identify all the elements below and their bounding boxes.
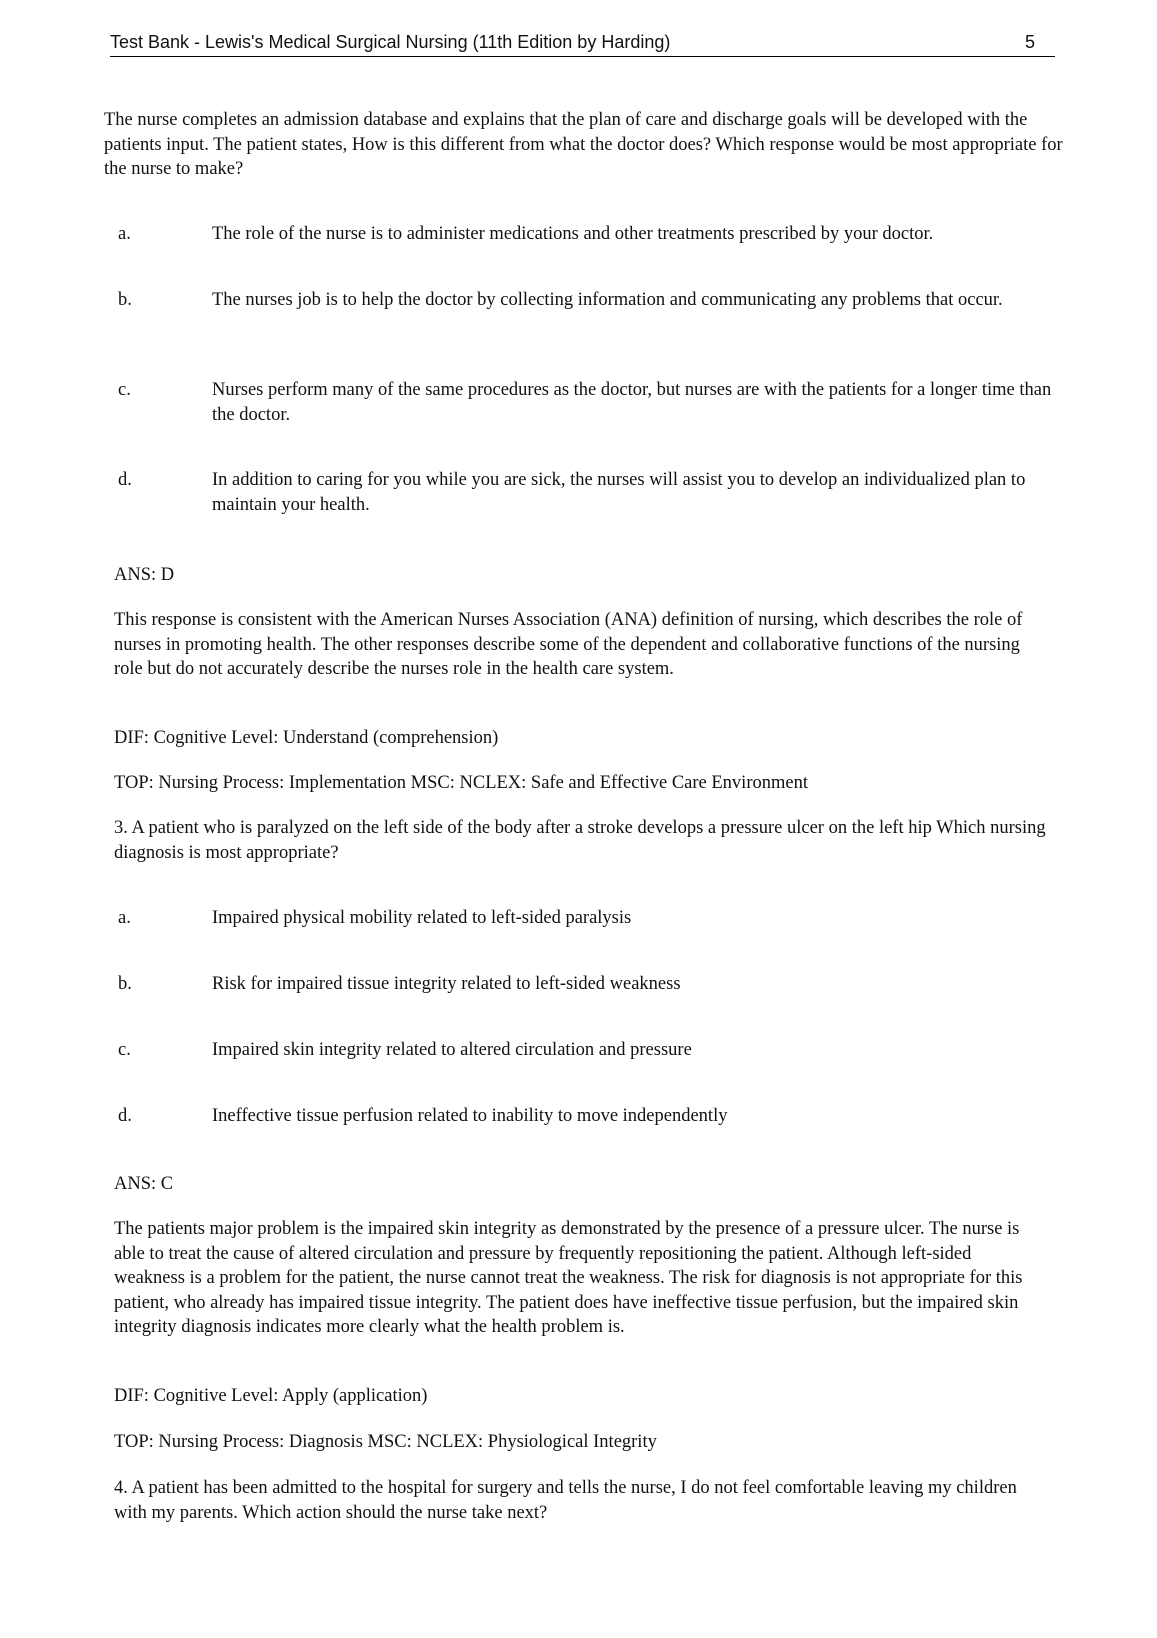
- option-letter: d.: [118, 1106, 132, 1126]
- option-text: In addition to caring for you while you are sick, the nurses will assist you to develop an individualized plan to maintain your health.: [212, 470, 1026, 515]
- option-letter: a.: [118, 224, 131, 244]
- header-title: Test Bank - Lewis's Medical Surgical Nursing (11th Edition by Harding): [110, 32, 671, 52]
- option-text: Ineffective tissue perfusion related to inability to move independently: [212, 1106, 728, 1126]
- option-letter: d.: [118, 470, 132, 490]
- question-stem: 3. A patient who is paralyzed on the left side of the body after a stroke develops a pressure ulcer on the left hip Which nursing diagnosis is most appropriate?: [114, 818, 1046, 863]
- rationale: The patients major problem is the impaired skin integrity as demonstrated by the presence of a pressure ulcer. The nurse is able to treat the cause of altered circulation and pressure by frequently repositioning the patient. Although left-sided weakness is a problem for the patient, the nurse cannot treat the weakness. The risk for diagnosis is not appropriate for this patient, who already has impaired tissue integrity. The patient does have ineffective tissue perfusion, but the impaired skin integrity diagnosis indicates more clearly what the health problem is.: [114, 1219, 1023, 1337]
- answer: ANS: D: [114, 565, 175, 585]
- difficulty: DIF: Cognitive Level: Understand (comprehension): [114, 728, 499, 748]
- topic: TOP: Nursing Process: Implementation MSC: NCLEX: Safe and Effective Care Environment: [114, 773, 808, 793]
- option-text: Nurses perform many of the same procedures as the doctor, but nurses are with the patients for a longer time than the doctor.: [212, 380, 1052, 425]
- topic: TOP: Nursing Process: Diagnosis MSC: NCLEX: Physiological Integrity: [114, 1432, 657, 1452]
- option-text: Risk for impaired tissue integrity related to left-sided weakness: [212, 974, 681, 994]
- difficulty: DIF: Cognitive Level: Apply (application): [114, 1386, 428, 1406]
- option-text: Impaired skin integrity related to altered circulation and pressure: [212, 1040, 692, 1060]
- question-stem: 4. A patient has been admitted to the hospital for surgery and tells the nurse, I do not feel comfortable leaving my children with my parents. Which action should the nurse take next?: [114, 1478, 1017, 1523]
- option-letter: c.: [118, 380, 131, 400]
- page-number: 5: [1024, 32, 1035, 52]
- option-text: Impaired physical mobility related to left-sided paralysis: [212, 908, 632, 928]
- option-letter: b.: [118, 974, 132, 994]
- option-text: The role of the nurse is to administer medications and other treatments prescribed by your doctor.: [212, 224, 934, 244]
- option-text: The nurses job is to help the doctor by collecting information and communicating any problems that occur.: [212, 290, 1003, 310]
- question-stem: The nurse completes an admission database and explains that the plan of care and discharge goals will be developed with the patients input. The patient states, How is this different from what the doctor does? Which response would be most appropriate for the nurse to make?: [104, 110, 1063, 179]
- option-letter: c.: [118, 1040, 131, 1060]
- answer: ANS: C: [114, 1174, 174, 1194]
- rationale: This response is consistent with the American Nurses Association (ANA) definition of nursing, which describes the role of nurses in promoting health. The other responses describe some of the dependent and collaborative functions of the nursing role but do not accurately describe the nurses role in the health care system.: [114, 610, 1023, 679]
- option-letter: b.: [118, 290, 132, 310]
- option-letter: a.: [118, 908, 131, 928]
- running-header: [110, 30, 1055, 57]
